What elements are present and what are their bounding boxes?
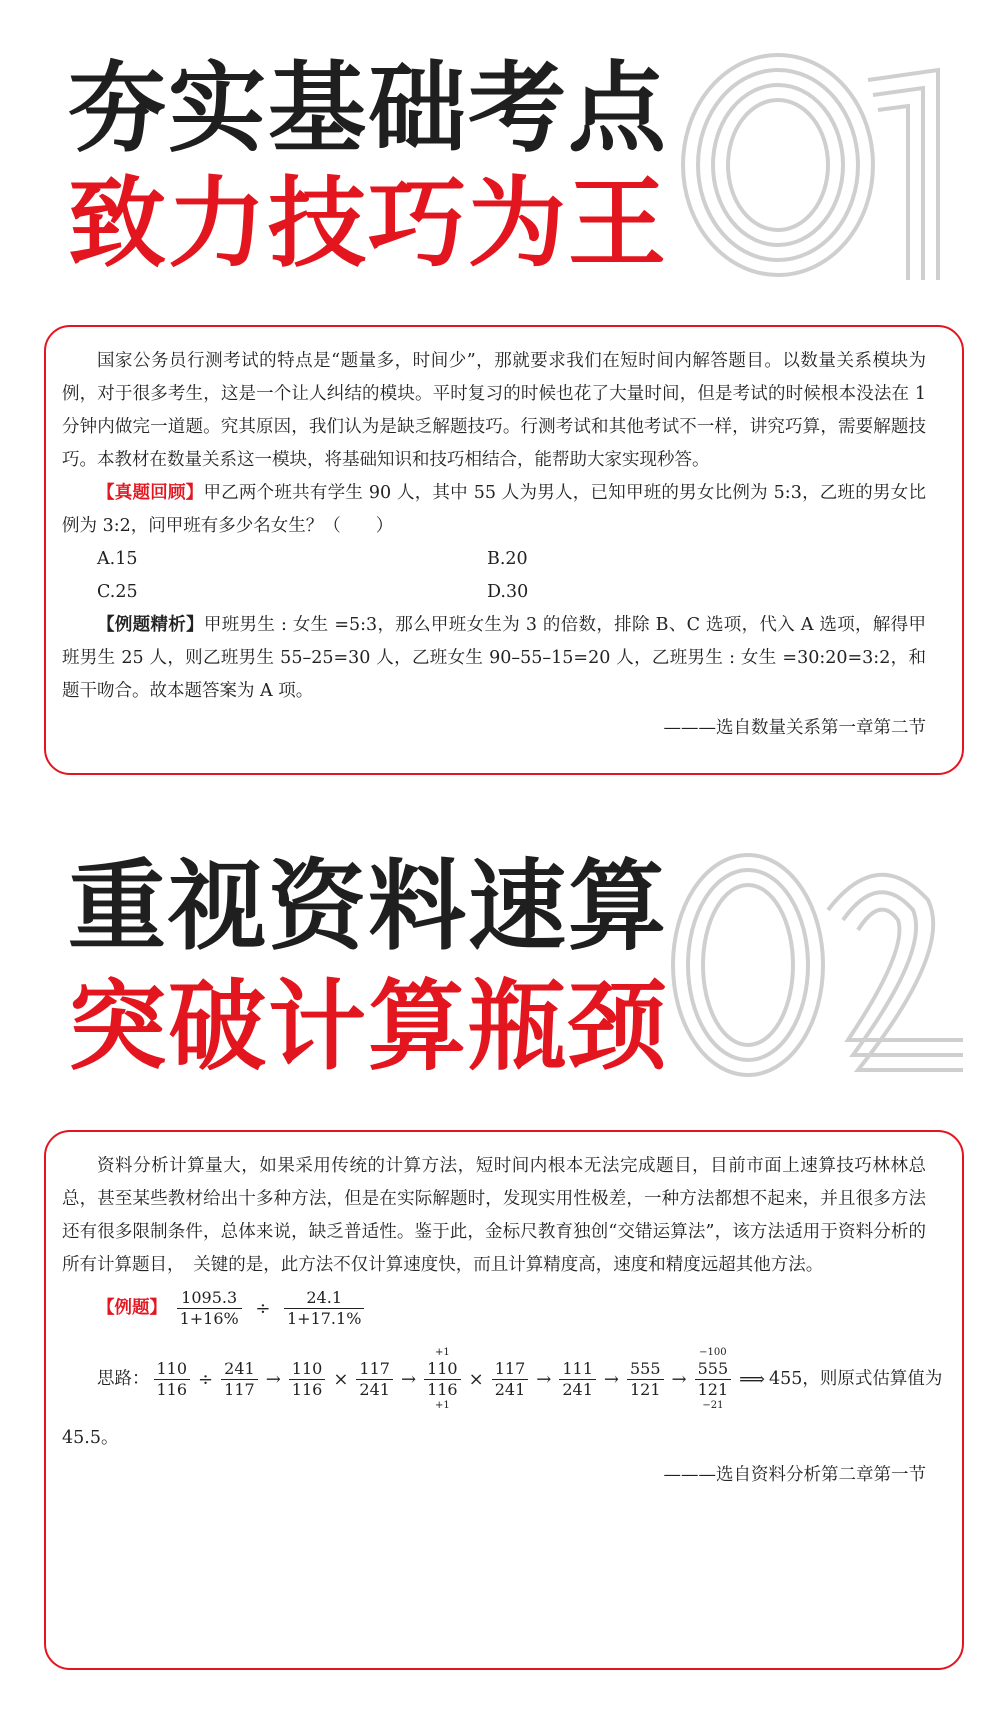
section-2-intro: 资料分析计算量大，如果采用传统的计算方法，短时间内根本无法完成题目，目前市面上速算技巧林林总总，甚至某些教材给出十多种方法，但是在实际解题时，发现实用性极差，一种方法都想不起来，并且很多方法还有很多限制条件，总体来说，缺乏普适性。鉴于此，金标尺教育独创“交错运算法”，该方法适用于资料分析的所有计算题目， 关键的是，此方法不仅计算速度快，而且计算精度高，速度和精度远超其他方法。: [62, 1156, 926, 1275]
step-fraction-a: [154, 1359, 191, 1400]
section-2: [0, 800, 1008, 1719]
example-tag: 【例题】: [97, 1298, 167, 1318]
step-fraction-c: [289, 1359, 326, 1400]
arrow-icon: →: [536, 1369, 552, 1390]
fraction-denominator: 121: [697, 1380, 729, 1399]
implies-icon: ⟹: [739, 1369, 765, 1390]
conclusion: 45.5。: [62, 1428, 119, 1448]
adjustment-top: +1: [434, 1347, 450, 1358]
arrow-icon: →: [400, 1369, 417, 1390]
fraction-denominator: 241: [359, 1380, 390, 1399]
arrow-icon: →: [603, 1369, 619, 1390]
analysis-tag: 【例题精析】: [97, 615, 204, 635]
fraction-numerator: 241: [221, 1359, 258, 1380]
fraction-numerator: 555: [627, 1359, 664, 1380]
adjustment-bottom: −21: [702, 1400, 724, 1411]
step-fraction-f: [492, 1359, 529, 1400]
analysis-text: 甲班男生 : 女生 =5:3，那么甲班女生为 3 的倍数，排除 B、C 选项，代入 A 选项，解得甲班男生 25 人，则乙班男生 55–25=30 人，乙班女生 90–55–15=20 人，乙班男生 : 女生 =30:20=3:2，和题干吻合。故本题答案为 A 项。: [62, 615, 927, 701]
option-d: D.30: [487, 582, 529, 602]
step-fraction-d: [356, 1359, 393, 1400]
fraction-denominator: 116: [427, 1380, 458, 1399]
fraction-numerator: 555: [695, 1359, 732, 1380]
divide-sign: ÷: [198, 1369, 214, 1390]
step-fraction-i: [695, 1347, 732, 1412]
thinking-line: [62, 1347, 943, 1412]
number-01-graphic: [668, 40, 968, 280]
fraction-denominator: 116: [156, 1380, 188, 1399]
fraction-numerator: 110: [154, 1359, 191, 1380]
section-1-title-line-2: 致力技巧为王: [68, 167, 669, 281]
step-fraction-e: [424, 1347, 461, 1412]
fraction-denominator: 1+16%: [179, 1309, 239, 1328]
fraction-denominator: 1+17.1%: [286, 1309, 362, 1328]
result-text: 455，则原式估算值为: [768, 1369, 943, 1389]
question-text: 甲乙两个班共有学生 90 人，其中 55 人为男人，已知甲班的男女比例为 5:3，乙班的男女比例为 3:2，问甲班有多少名女生？（ ）: [62, 483, 927, 536]
example-fraction-1: [177, 1288, 242, 1329]
section-1-title-line-1: 夯实基础考点: [68, 52, 669, 166]
fraction-numerator: 1095.3: [177, 1288, 242, 1309]
question-tag: 【真题回顾】: [97, 483, 204, 503]
section-2-title-line-2: 突破计算瓶颈: [68, 970, 669, 1084]
fraction-denominator: 241: [494, 1380, 526, 1399]
fraction-numerator: 110: [424, 1359, 461, 1380]
options: [62, 543, 926, 609]
section-1-intro: 国家公务员行测考试的特点是“题量多，时间少”，那就要求我们在短时间内解答题目。以数量关系模块为例，对于很多考生，这是一个让人纠结的模块。平时复习的时候也花了大量时间，但是考试的时候根本没法在 1 分钟内做完一道题。究其原因，我们认为是缺乏解题技巧。行测考试和其他考试不一样，讲究巧算，需要解题技巧。本教材在数量关系这一模块，将基础知识和技巧相结合，能帮助大家实现秒答。: [62, 351, 926, 470]
fraction-numerator: 24.1: [284, 1288, 364, 1309]
step-fraction-g: [559, 1359, 596, 1400]
arrow-icon: →: [671, 1369, 687, 1390]
question-block: [62, 477, 926, 543]
option-a: A.15: [97, 549, 138, 569]
arrow-icon: →: [265, 1369, 281, 1390]
fraction-numerator: 110: [289, 1359, 326, 1380]
number-02-graphic: [668, 840, 968, 1080]
section-1-source: ———选自数量关系第一章第二节: [663, 718, 926, 738]
divide-sign: ÷: [255, 1298, 271, 1319]
section-2-card: [44, 1130, 964, 1670]
adjustment-top: −100: [699, 1347, 727, 1358]
option-b: B.20: [487, 549, 528, 569]
example-fraction-2: [284, 1288, 364, 1329]
fraction-numerator: 117: [356, 1359, 393, 1380]
multiply-sign: ×: [333, 1369, 349, 1390]
analysis-block: [62, 609, 926, 708]
fraction-denominator: 116: [291, 1380, 323, 1399]
adjustment-bottom: +1: [434, 1400, 450, 1411]
fraction-denominator: 241: [562, 1380, 593, 1399]
fraction-denominator: 121: [629, 1380, 661, 1399]
multiply-sign: ×: [468, 1369, 484, 1390]
option-c: C.25: [97, 582, 138, 602]
section-2-source: ———选自资料分析第二章第一节: [663, 1465, 926, 1485]
step-fraction-b: [221, 1359, 258, 1400]
section-1-card: [44, 325, 964, 775]
step-fraction-h: [627, 1359, 664, 1400]
fraction-numerator: 111: [559, 1359, 596, 1380]
section-2-title-line-1: 重视资料速算: [68, 850, 669, 964]
thinking-label: 思路：: [97, 1369, 150, 1389]
example-line: [62, 1288, 926, 1329]
fraction-denominator: 117: [224, 1380, 255, 1399]
fraction-numerator: 117: [492, 1359, 529, 1380]
section-1: [0, 0, 1008, 800]
